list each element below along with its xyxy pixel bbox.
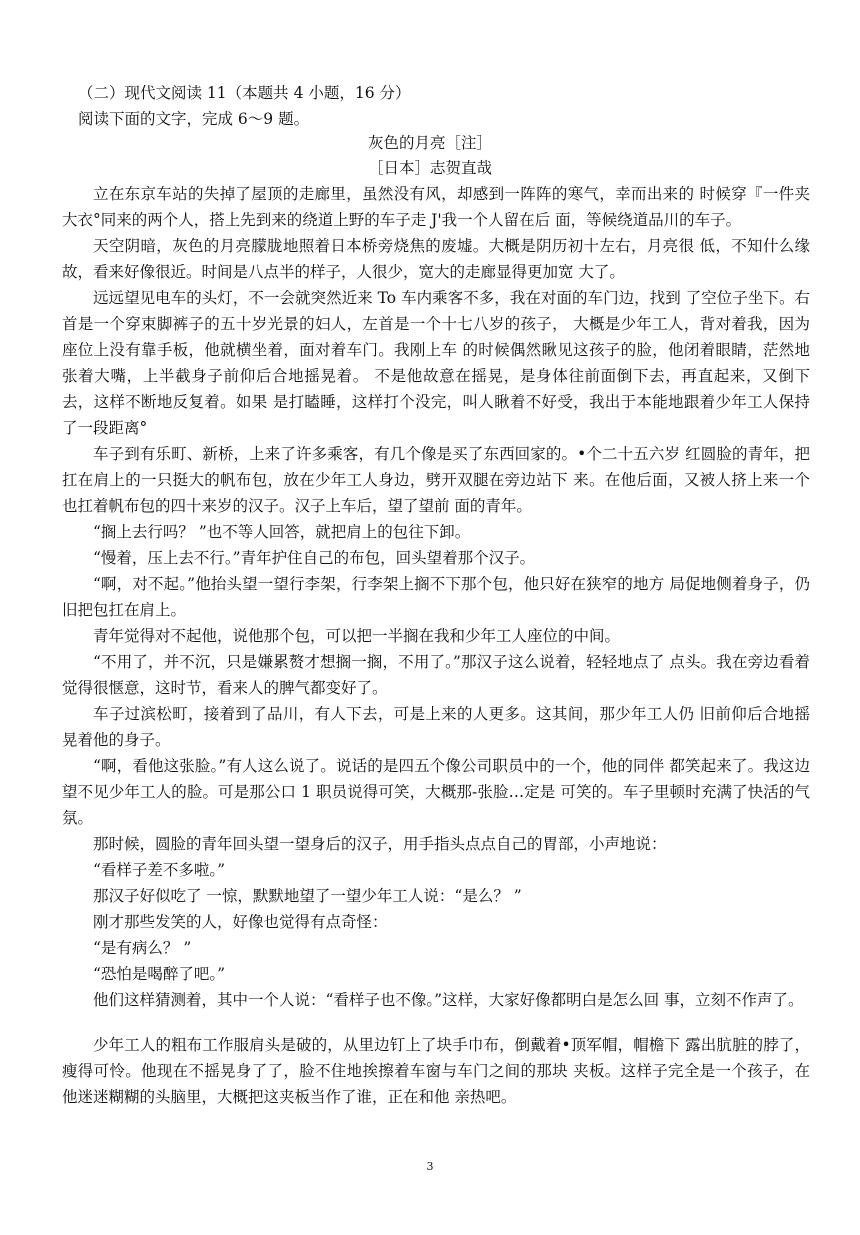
paragraph: 刚才那些发笑的人，好像也觉得有点奇怪： <box>93 913 388 931</box>
paragraph: “搁上去行吗？ ”也不等人回答，就把肩上的包往下卸。 <box>93 523 471 541</box>
paragraph: 立在东京车站的失掉了屋顶的走廊里，虽然没有风，却感到一阵阵的寒气，幸而出来的 时候穿『一件夹大衣°同来的两个人，搭上先到来的绕道上野的车子走 J'我一个人留在后 面，等候绕道品川的车子。 <box>62 185 810 229</box>
article-body <box>62 181 810 1110</box>
paragraph: 那汉子好似吃了 一惊，默默地望了一望少年工人说：“是么？ ” <box>93 887 522 905</box>
reading-instruction: 阅读下面的文字，完成 6～9 题。 <box>78 110 310 128</box>
paragraph: “不用了，并不沉，只是嫌累赘才想搁一搁，不用了。”那汉子这么说着，轻轻地点了 点头。我在旁边看着觉得很惬意，这时节，看来人的脾气都变好了。 <box>62 653 810 697</box>
paragraph: “看样子差不多啦。” <box>93 861 226 879</box>
article-title: 灰色的月亮［注］ <box>367 134 492 152</box>
section-heading: （二）现代文阅读 11（本题共 4 小题，16 分） <box>78 84 411 102</box>
paragraph: “慢着，压上去不行。”青年护住自己的布包，回头望着那个汉子。 <box>93 549 536 567</box>
paragraph: 车子到有乐町、新桥，上来了许多乘客，有几个像是买了东西回家的。•个二十五六岁 红圆脸的青年，把扛在肩上的一只挺大的帆布包，放在少年工人身边，劈开双腿在旁边站下 来。在他后面，又被人挤上来一个也扛着帆布包的四十来岁的汉子。汉子上车后，望了望前 面的青年。 <box>62 445 810 515</box>
paragraph: 远远望见电车的头灯，不一会就突然近来 To 车内乘客不多，我在对面的车门边，找到 了空位子坐下。右首是一个穿束脚裤子的五十岁光景的妇人，左首是一个十七八岁的孩子， 大概是少年工人，背对着我，因为座位上没有靠手板，他就横坐着，面对着车门。我刚上车 的时候偶然瞅见这孩子的脸，他闭着眼睛，茫然地张着大嘴，上半截身子前仰后合地摇晃着。 不是他故意在摇晃，是身体往前面倒下去，再直起来，又倒下去，这样不断地反复着。如果 是打瞌睡，这样打个没完，叫人瞅着不好受，我出于本能地跟着少年工人保持了一段距离° <box>62 289 810 437</box>
paragraph: 青年觉得对不起他，说他那个包，可以把一半搁在我和少年工人座位的中间。 <box>93 627 621 645</box>
paragraph: 他们这样猜测着，其中一个人说：“看样子也不像。”这样，大家好像都明白是怎么回 事，立刻不作声了。 <box>93 991 804 1009</box>
paragraph: “啊，看他这张脸。”有人这么说了。说话的是四五个像公司职员中的一个，他的同伴 都笑起来了。我这边望不见少年工人的脸。可是那公口 1 职员说得可笑，大概那-张脸…定是 可笑的。车子里顿时充满了快活的气氛。 <box>62 757 810 827</box>
paragraph: 少年工人的粗布工作服肩头是破的，从里边钉上了块手巾布，倒戴着•顶军帽，帽檐下 露出肮脏的脖了，瘦得可怜。他现在不摇晃身了了，脸不住地挨擦着车窗与车门之间的那块 夹板。这样子完全是一个孩子，在他迷迷糊糊的头脑里，大概把这夹板当作了谁，正在和他 亲热吧。 <box>62 1036 810 1106</box>
paragraph: “啊，对不起。”他抬头望一望行李架，行李架上搁不下那个包，他只好在狭窄的地方 局促地侧着身子，仍旧把包扛在肩上。 <box>62 575 810 619</box>
page-number: 3 <box>426 1160 434 1173</box>
paragraph: 车子过滨松町，接着到了品川，有人下去，可是上来的人更多。这其间，那少年工人仍 旧前仰后合地摇晃着他的身子。 <box>62 705 810 749</box>
article-author: ［日本］志贺直哉 <box>367 159 492 177</box>
paragraph: “恐怕是喝醉了吧。” <box>93 965 226 983</box>
paragraph: “是有病么？ ” <box>93 939 192 957</box>
paragraph: 那时候，圆脸的青年回头望一望身后的汉子，用手指头点点自己的胃部，小声地说： <box>93 835 667 853</box>
paragraph: 天空阴暗，灰色的月亮朦胧地照着日本桥旁烧焦的废墟。大概是阴历初十左右，月亮很 低，不知什么缘故，看来好像很近。时间是八点半的样子，人很少，宽大的走廊显得更加宽 大了。 <box>62 237 810 281</box>
